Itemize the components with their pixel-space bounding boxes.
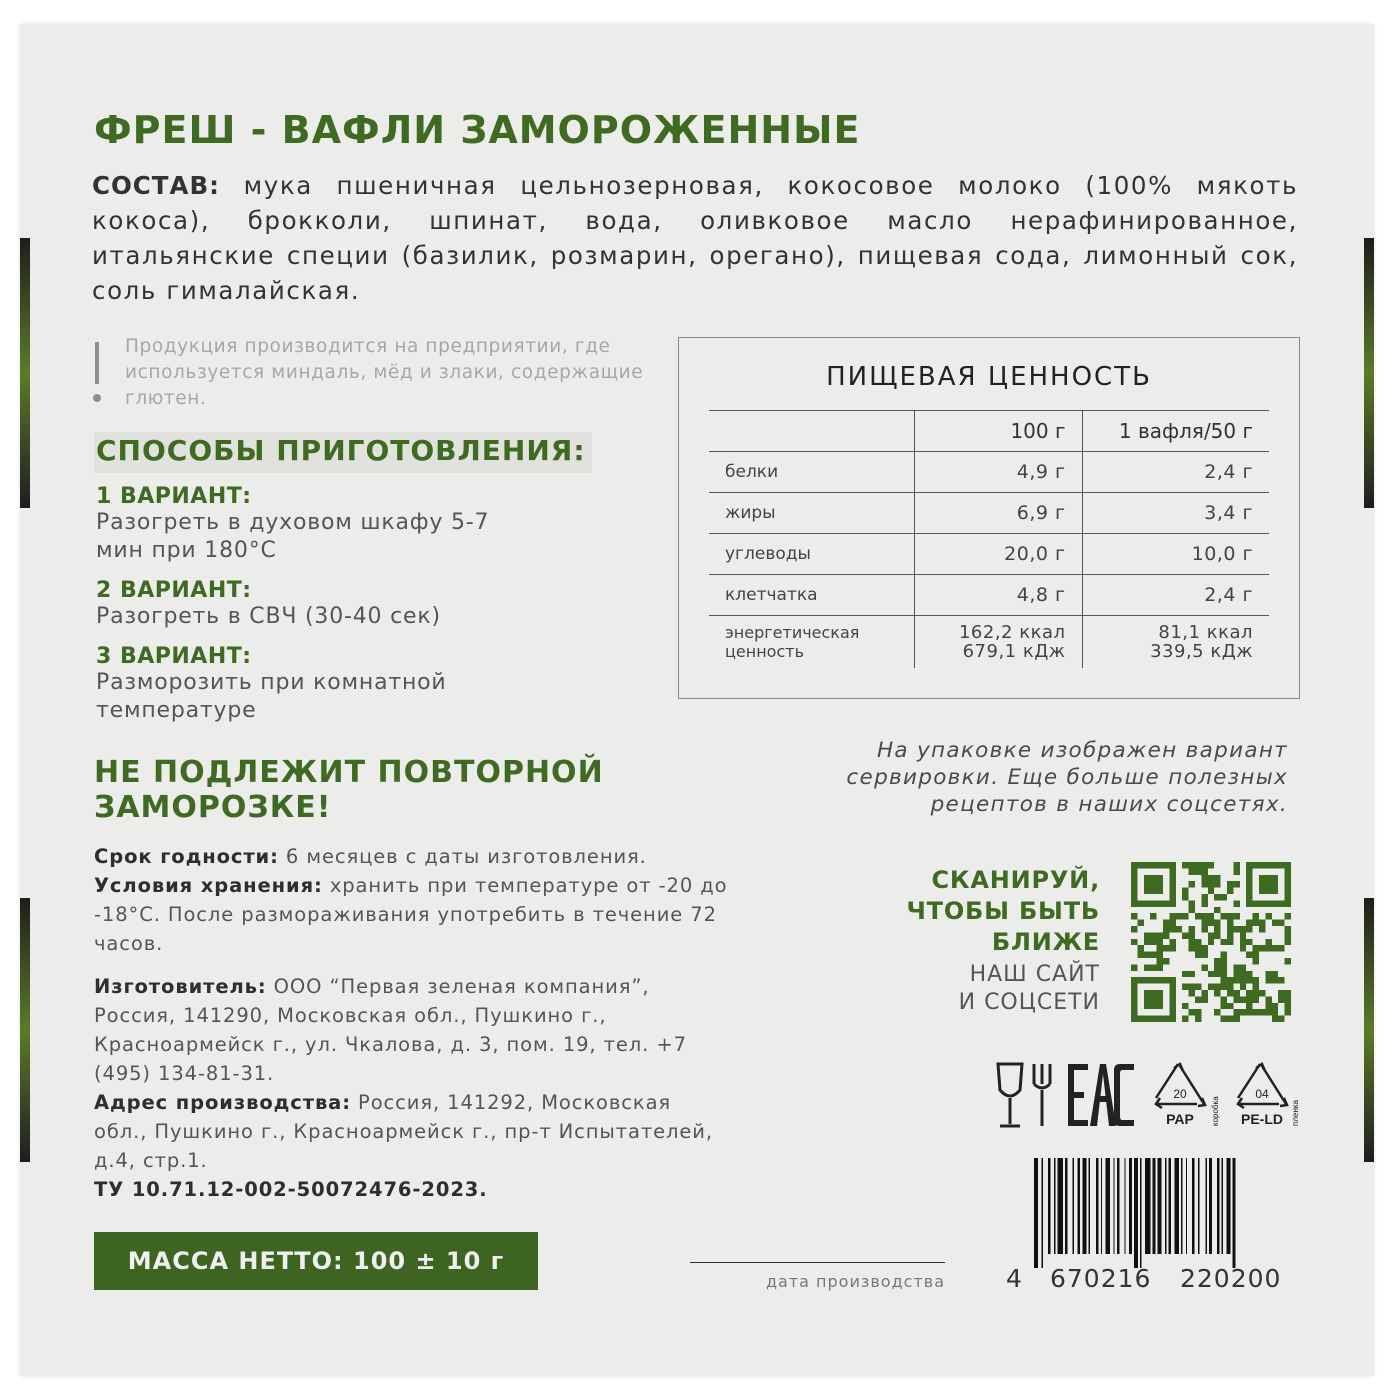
no-refreeze-warning: НЕ ПОДЛЕЖИТ ПОВТОРНОЙ ЗАМОРОЗКЕ! [94, 755, 604, 825]
table-header-row [709, 411, 1269, 452]
shelf-life-storage [94, 842, 734, 958]
composition-label: СОСТАВ: [92, 171, 220, 200]
product-title: ФРЕШ - ВАФЛИ ЗАМОРОЖЕННЫЕ [94, 108, 861, 152]
net-weight-badge: МАССА НЕТТО: 100 ± 10 г [94, 1232, 538, 1290]
manufacturer: Изготовитель: ООО “Первая зеленая компания”, Россия, 141290, Московская обл., Пушкино г., Красноармейск г., ул. Чкалова, д. 3, пом. 19, тел. +7 (495) 134-81-31. [94, 975, 687, 1085]
table-row: клетчатка 4,8 г 2,4 г [709, 575, 1269, 616]
glass-fork-icon [998, 1064, 1050, 1126]
recycle-code: 20 [1173, 1087, 1187, 1101]
column-header-100g: 100 г [914, 411, 1082, 452]
allergen-warning: Продукция производится на предприятии, где используется миндаль, мёд и злаки, содержащие глютен. [125, 336, 644, 409]
qr-call-to-action: СКАНИРУЙ, ЧТОБЫ БЫТЬ БЛИЖЕ [906, 866, 1100, 956]
edge-strip-right-bottom [1364, 898, 1374, 1162]
barcode-digits-right: 220200 [1180, 1264, 1282, 1293]
warning-icon [90, 340, 104, 404]
manufacturer-block [94, 972, 724, 1204]
barcode-digits-left: 670216 [1050, 1264, 1152, 1293]
shelf-life: Срок годности: 6 месяцев с даты изготовления. [94, 845, 647, 868]
edge-strip-left-top [20, 238, 30, 508]
edge-strip-left-bottom [20, 898, 30, 1162]
recycle-side-label: пленка [1291, 1100, 1300, 1126]
qr-site-label: НАШ САЙТ И СОЦСЕТИ [958, 962, 1100, 1015]
storage-conditions: Условия хранения: хранить при температуре от -20 до -18°С. После размораживания употребить в течение 72 часов. [94, 874, 728, 955]
production-date-label: дата производства [765, 1272, 945, 1291]
table-row: углеводы 20,0 г 10,0 г [709, 534, 1269, 575]
recycle-code: 04 [1255, 1087, 1269, 1101]
tu-code: ТУ 10.71.12-002-50072476-2023. [94, 1178, 488, 1201]
variant-text: Разогреть в СВЧ (30-40 сек) [96, 604, 441, 629]
cooking-variant-2 [96, 578, 616, 631]
variant-title: 2 ВАРИАНТ: [96, 578, 252, 603]
barcode [1030, 1158, 1300, 1268]
serving-note: На упаковке изображен вариант сервировки. Еще больше полезных рецептов в наших соцсетях. [846, 738, 1288, 817]
variant-text: Разморозить при комнатной температуре [96, 670, 447, 723]
variant-title: 1 ВАРИАНТ: [96, 484, 252, 509]
energy-row: энергетическая ценность 162,2 ккал 679,1 кДж 81,1 ккал 339,5 кДж [709, 616, 1269, 669]
cooking-heading: СПОСОБЫ ПРИГОТОВЛЕНИЯ: [94, 432, 592, 473]
production-address: Адрес производства: Россия, 141292, Московская обл., Пушкино г., Красноармейск г., пр-т Испытателей, д.4, стр.1. [94, 1091, 713, 1172]
cooking-variant-1 [96, 484, 616, 565]
table-row: жиры 6,9 г 3,4 г [709, 493, 1269, 534]
production-date-line [690, 1262, 945, 1263]
recycle-label: PAP [1166, 1111, 1194, 1127]
package-marks [992, 1060, 1302, 1132]
qr-code[interactable] [1128, 862, 1294, 1022]
nutrition-table-box [678, 337, 1300, 699]
cooking-variant-3 [96, 644, 616, 725]
variant-title: 3 ВАРИАНТ: [96, 644, 252, 669]
edge-strip-right-top [1364, 238, 1374, 508]
variant-text: Разогреть в духовом шкафу 5-7 мин при 180°С [96, 510, 490, 563]
recycle-icon [1156, 1064, 1205, 1108]
nutrition-table [709, 410, 1269, 668]
column-header-waffle: 1 вафля/50 г [1082, 411, 1269, 452]
barcode-digit-first: 4 [1006, 1264, 1023, 1293]
composition-text: мука пшеничная цельнозерновая, кокосовое молоко (100% мякоть кокоса), брокколи, шпинат, вода, оливковое масло нерафинированное, итальянские специи (базилик, розмарин, орегано), пищевая сода, лимонный сок, соль гималайская. [92, 171, 1298, 305]
eac-mark-icon [1068, 1064, 1134, 1126]
recycle-label: PE-LD [1241, 1111, 1283, 1127]
composition [92, 168, 1298, 308]
nutrition-title: ПИЩЕВАЯ ЦЕННОСТЬ [826, 362, 1152, 392]
recycle-icon [1238, 1064, 1287, 1108]
recycle-side-label: коробка [1211, 1096, 1220, 1126]
table-row: белки 4,9 г 2,4 г [709, 452, 1269, 493]
